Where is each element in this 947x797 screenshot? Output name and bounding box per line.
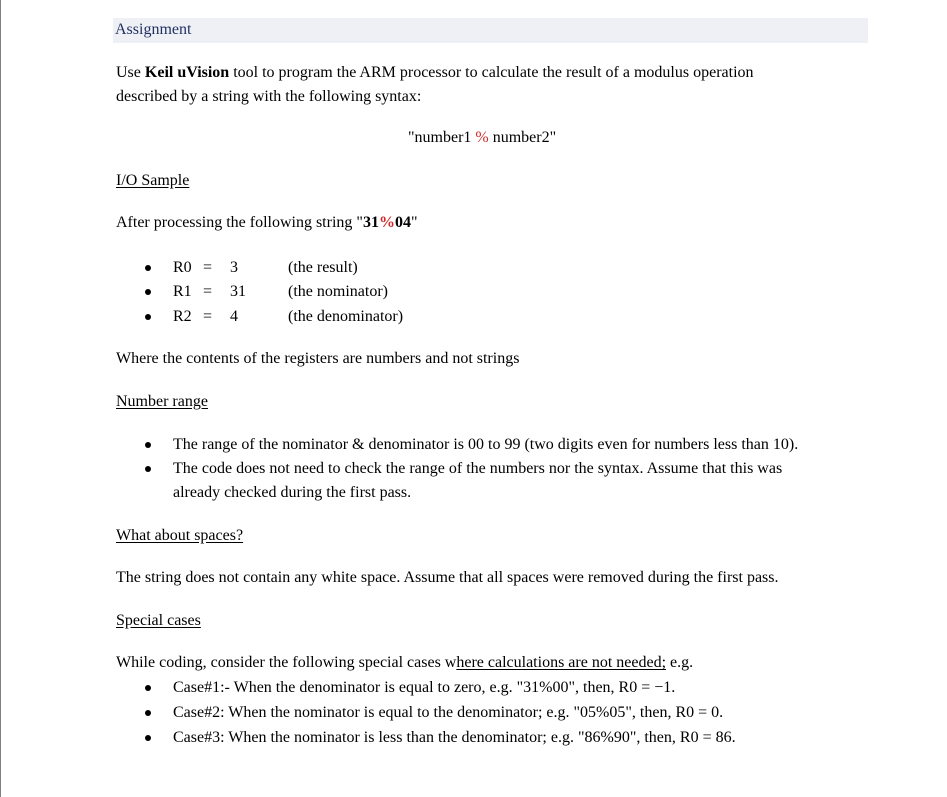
bullet-icon <box>145 265 151 271</box>
special-case-1: Case#1:- When the denominator is equal to zero, e.g. "31%00", then, R0 = −1. <box>173 679 676 696</box>
assignment-heading-bar <box>113 18 868 43</box>
bullet-icon <box>145 314 151 320</box>
modulus-operator: % <box>475 129 489 146</box>
tool-name: Keil uVision <box>144 64 230 81</box>
io-sample-title: I/O Sample <box>116 172 190 189</box>
spaces-text: The string does not contain any white space. Assume that all spaces were removed during the first pass. <box>116 569 779 586</box>
bullet-icon <box>145 685 151 691</box>
bullet-icon <box>145 466 151 472</box>
intro-line-2: described by a string with the following syntax: <box>116 88 422 105</box>
io-sample-intro: After processing the following string "31%04" <box>116 214 418 231</box>
special-cases-intro: While coding, consider the following special cases where calculations are not needed; e.g. <box>116 654 694 671</box>
special-case-2: Case#2: When the nominator is equal to the denominator; e.g. "05%05", then, R0 = 0. <box>173 704 724 721</box>
special-case-3: Case#3: When the nominator is less than the denominator; e.g. "86%90", then, R0 = 86. <box>173 729 736 746</box>
bullet-icon <box>145 710 151 716</box>
spaces-title: What about spaces? <box>116 527 244 544</box>
bullet-icon <box>145 442 151 448</box>
number-range-item-2-line-2: already checked during the first pass. <box>173 484 412 501</box>
intro-line-1: Use Keil uVision tool to program the ARM processor to calculate the result of a modulus operation <box>116 64 754 81</box>
assignment-heading: Assignment <box>115 21 192 38</box>
number-range-item-2-line-1: The code does not need to check the range of the numbers nor the syntax. Assume that this was <box>173 460 783 477</box>
number-range-item-1: The range of the nominator & denominator is 00 to 99 (two digits even for numbers less than 10). <box>173 436 799 453</box>
syntax-line: "number1 % number2" <box>408 129 557 146</box>
page-left-border <box>0 0 1 797</box>
number-range-title: Number range <box>116 393 208 410</box>
special-cases-title: Special cases <box>116 612 201 629</box>
bullet-icon <box>145 735 151 741</box>
bullet-icon <box>145 289 151 295</box>
registers-footer: Where the contents of the registers are numbers and not strings <box>116 350 520 367</box>
